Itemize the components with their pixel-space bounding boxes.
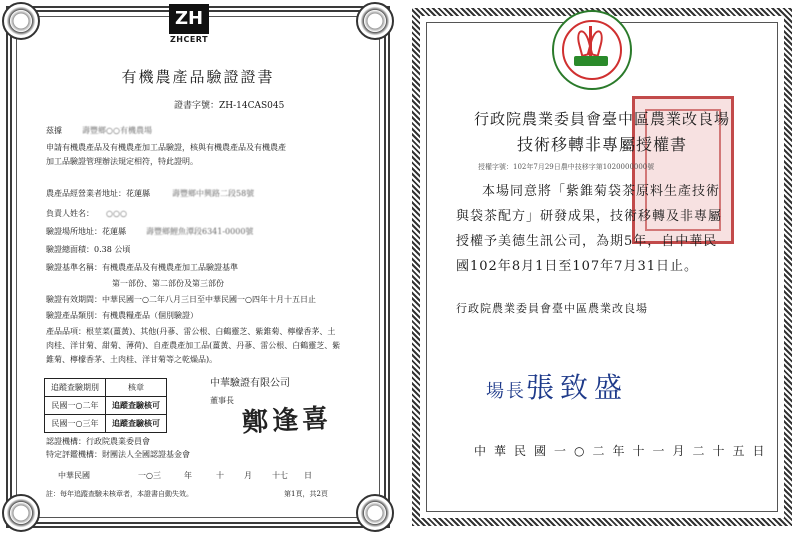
cert-number: 證書字號：ZH-14CAS045 — [174, 101, 285, 111]
intro-line: 申請有機農產品及有機農產加工品驗證，核與有機農產品及有機農產 — [46, 143, 286, 152]
area: 驗證總面積：0.38 公頃 — [46, 245, 131, 254]
validity: 驗證有效期間：中華民國一○二年八月三日至中華民國一○四年十月十五日止 — [46, 295, 316, 304]
table-header-row — [45, 379, 167, 397]
verification-table — [44, 378, 167, 433]
authority-line: 特定評鑑機構：財團法人全國認證基金會 — [46, 450, 190, 459]
wheat-icon — [582, 26, 598, 60]
technology-transfer-authorization — [404, 0, 800, 534]
certificate-title: 有機農產品驗證證書 — [121, 68, 275, 86]
address-value: 壽豐鄉中興路二段58號 — [172, 189, 255, 198]
body-line: 本場同意將「紫錐菊袋茶原料生產技術 — [482, 184, 721, 199]
table-cell: 追蹤查驗核可 — [106, 415, 167, 433]
date-part: 月 — [244, 471, 252, 480]
chairman-label: 董事長 — [210, 396, 234, 405]
owner-value: ○○○ — [106, 209, 127, 218]
grantee-label: 茲據 — [46, 126, 62, 135]
products-line: 肉桂、洋甘菊、甜菊、薄荷)、自產農產加工品(薑黃、丹蔘、雷公根、白鶴靈芝、紫 — [46, 341, 341, 350]
products-line: 錐菊、檸檬香茅、土肉桂、洋甘菊等之乾燥品)。 — [46, 355, 218, 364]
owner-label: 負責人姓名： — [46, 209, 94, 218]
category: 驗證產品類別：有機農糧產品（個別驗證） — [46, 311, 198, 320]
grantee-value: 壽豐鄉○○有機農場 — [82, 126, 152, 135]
table-cell: 追蹤查驗核可 — [106, 397, 167, 415]
table-cell: 民國一○三年 — [45, 415, 106, 433]
issue-date: 中華民國一○二年十一月二十五日 — [474, 444, 773, 458]
table-header: 核章 — [106, 379, 167, 397]
organic-certificate — [0, 0, 396, 534]
date-part: 一○三 — [138, 471, 161, 480]
reference-number: 授權字號：102年7月29日農中技移字第1020000000號 — [478, 163, 655, 171]
table-row — [45, 397, 167, 415]
authorization-title-line1: 行政院農業委員會臺中區農業改良場 — [473, 110, 730, 128]
table-cell: 民國一○二年 — [45, 397, 106, 415]
body-line: 與袋茶配方」研發成果，技術移轉及非專屬 — [456, 209, 723, 224]
address-label: 農產品經營業者地址：花蓮縣 — [46, 189, 150, 198]
zhcert-logo-text: ZHCERT — [169, 35, 209, 44]
date-part: 十七 — [272, 471, 288, 480]
site-value: 壽豐鄉鯉魚潭段6341-0000號 — [146, 227, 254, 236]
agricultural-station-emblem-icon — [552, 10, 632, 90]
standard-line: 第一部份、第二部份及第三部份 — [112, 279, 224, 288]
table-row — [45, 415, 167, 433]
director-signature: 張致盛 — [526, 371, 629, 404]
table-header: 追蹤查驗期別 — [45, 379, 106, 397]
emblem-base — [574, 56, 608, 66]
standard-line: 驗證基準名稱：有機農產品及有機農產加工品驗證基準 — [46, 263, 238, 272]
corner-floral-icon — [2, 2, 40, 40]
page-indicator: 第1頁，共2頁 — [284, 490, 328, 498]
date-part: 年 — [184, 471, 192, 480]
site-label: 驗證場所地址：花蓮縣 — [46, 227, 126, 236]
date-part: 日 — [304, 471, 312, 480]
issuer: 行政院農業委員會臺中區農業改良場 — [456, 302, 648, 315]
intro-line: 加工品驗證管理辦法規定相符，特此證明。 — [46, 157, 198, 166]
zhcert-logo: ZH — [169, 4, 209, 34]
date-part: 十 — [216, 471, 224, 480]
org-name: 中華驗證有限公司 — [210, 378, 290, 389]
date-part: 中華民國 — [58, 471, 90, 480]
director-label: 場長 — [486, 381, 526, 402]
products-line: 產品品項：根莖菜(薑黃)、其他(丹蔘、雷公根、白鶴靈芝、紫錐菊、檸檬香茅、土 — [46, 327, 336, 336]
authority-line: 認證機構：行政院農業委員會 — [46, 437, 150, 446]
chairman-signature: 鄭逢喜 — [241, 403, 333, 439]
corner-floral-icon — [356, 494, 394, 532]
body-line: 國102年8月1日至107年7月31日止。 — [456, 259, 698, 274]
corner-floral-icon — [2, 494, 40, 532]
authorization-title-line2: 技術移轉非專屬授權書 — [516, 135, 687, 154]
body-line: 授權予美德生訊公司，為期5年，自中華民 — [456, 234, 718, 249]
director-signature-block — [486, 366, 628, 406]
corner-floral-icon — [356, 2, 394, 40]
footnote: 註：每年追蹤查驗未核章者，本證書自動失效。 — [46, 490, 193, 498]
